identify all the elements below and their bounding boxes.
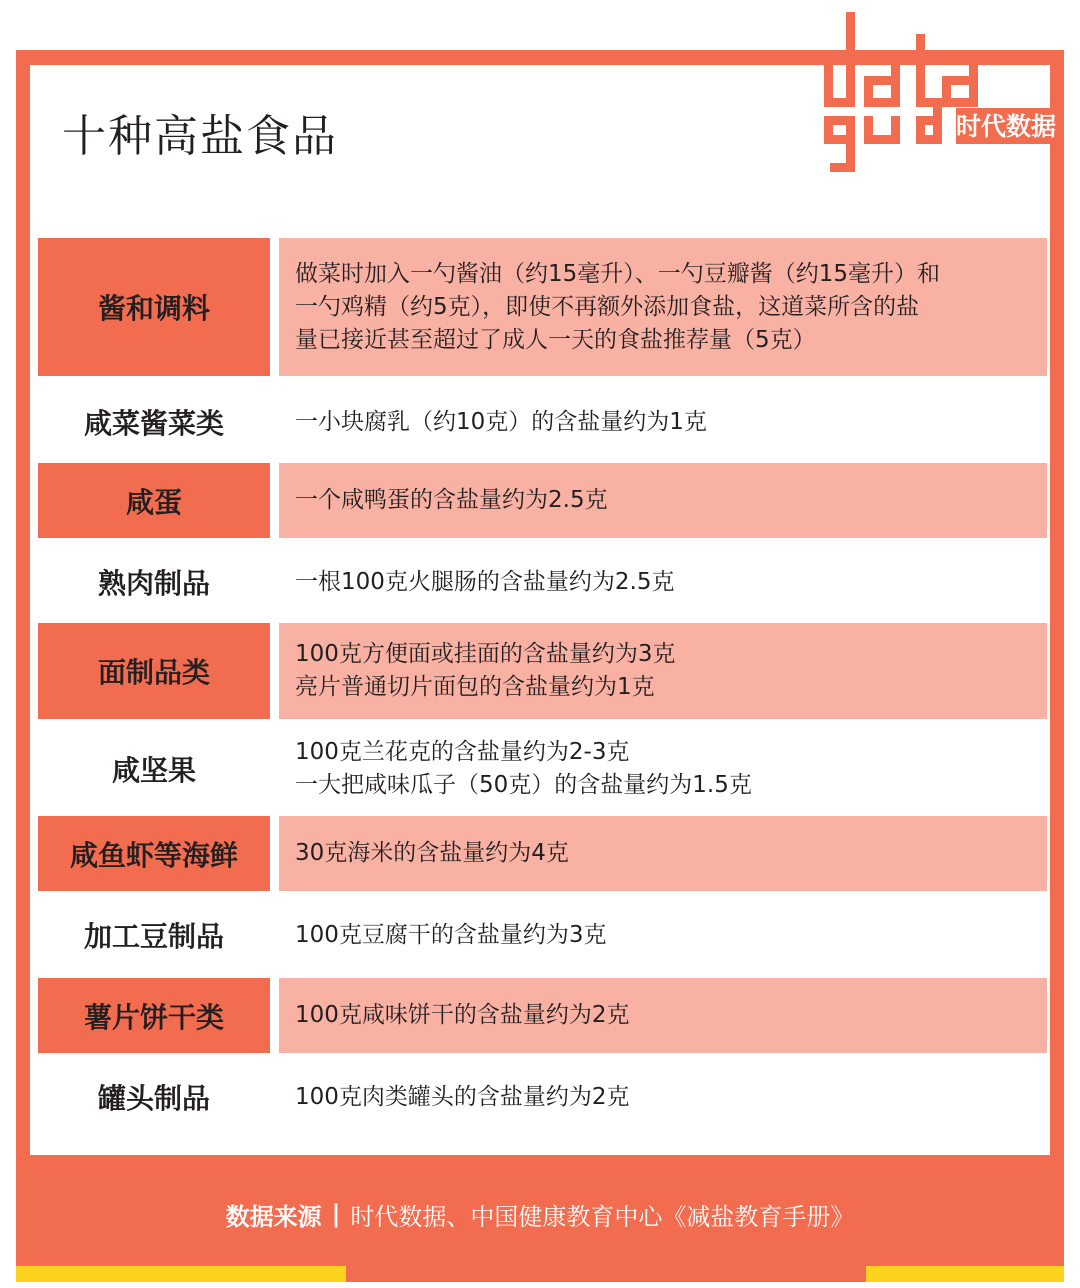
row-description-line: 30克海米的含盐量约为4克	[295, 840, 569, 866]
page-title: 十种高盐食品	[62, 111, 338, 162]
table-row	[38, 238, 1047, 376]
table-row	[38, 623, 1047, 719]
row-description	[279, 238, 1047, 376]
row-category: 薯片饼干类	[38, 978, 270, 1053]
row-description-line: 一根100克火腿肠的含盐量约为2.5克	[295, 568, 675, 595]
row-category: 加工豆制品	[83, 920, 224, 953]
bottom-color-bar	[16, 1266, 1064, 1282]
row-description-line: 100克兰花克的含盐量约为2-3克	[295, 739, 630, 765]
row-category: 熟肉制品	[97, 567, 210, 600]
row-category: 咸鱼虾等海鲜	[38, 816, 270, 891]
row-category: 咸菜酱菜类	[83, 407, 224, 440]
row-description-line: 做菜时加入一勺酱油（约15毫升）、一勺豆瓣酱（约15毫升）和	[295, 260, 941, 287]
row-description-line: 一勺鸡精（约5克），即使不再额外添加食盐，这道菜所含的盐	[295, 293, 920, 320]
row-category: 咸蛋	[38, 463, 270, 538]
footer-separator: |	[331, 1200, 341, 1228]
datagud-logo-icon	[818, 12, 1058, 172]
row-description	[279, 387, 1047, 457]
row-description-line: 100克方便面或挂面的含盐量约为3克	[295, 641, 676, 667]
footer-source	[16, 1192, 1064, 1236]
row-description	[279, 727, 1047, 811]
table-row	[38, 816, 1047, 891]
table-row	[38, 978, 1047, 1053]
footer-label: 数据来源	[225, 1202, 322, 1231]
table-row	[38, 387, 1047, 457]
row-description-line: 量已接近甚至超过了成人一天的食盐推荐量（5克）	[295, 326, 816, 353]
row-category: 面制品类	[38, 623, 270, 719]
row-description	[279, 816, 1047, 891]
row-description-line: 100克咸味饼干的含盐量约为2克	[295, 1002, 630, 1028]
row-category: 罐头制品	[97, 1082, 210, 1115]
footer-source-text: 时代数据、中国健康教育中心《减盐教育手册》	[350, 1202, 855, 1231]
row-category: 咸坚果	[111, 754, 196, 787]
row-description	[279, 463, 1047, 538]
row-description	[279, 623, 1047, 719]
table-row	[38, 463, 1047, 538]
row-description-line: 一个咸鸭蛋的含盐量约为2.5克	[295, 487, 608, 513]
bottom-color-bar-segment	[346, 1266, 866, 1282]
row-description-line: 一小块腐乳（约10克）的含盐量约为1克	[295, 408, 707, 435]
row-description	[279, 1062, 1047, 1132]
table-row	[38, 547, 1047, 617]
row-description	[279, 900, 1047, 970]
row-description-line: 一大把咸味瓜子（50克）的含盐量约为1.5克	[295, 772, 752, 798]
row-description	[279, 978, 1047, 1053]
row-category: 酱和调料	[38, 238, 270, 376]
logo-text: 时代数据	[955, 112, 1057, 141]
table-row	[38, 1062, 1047, 1132]
row-description-line: 100克豆腐干的含盐量约为3克	[295, 921, 607, 948]
table-row	[38, 727, 1047, 811]
table-row	[38, 900, 1047, 970]
row-description	[279, 547, 1047, 617]
row-description-line: 亮片普通切片面包的含盐量约为1克	[295, 674, 655, 700]
row-description-line: 100克肉类罐头的含盐量约为2克	[295, 1083, 630, 1110]
